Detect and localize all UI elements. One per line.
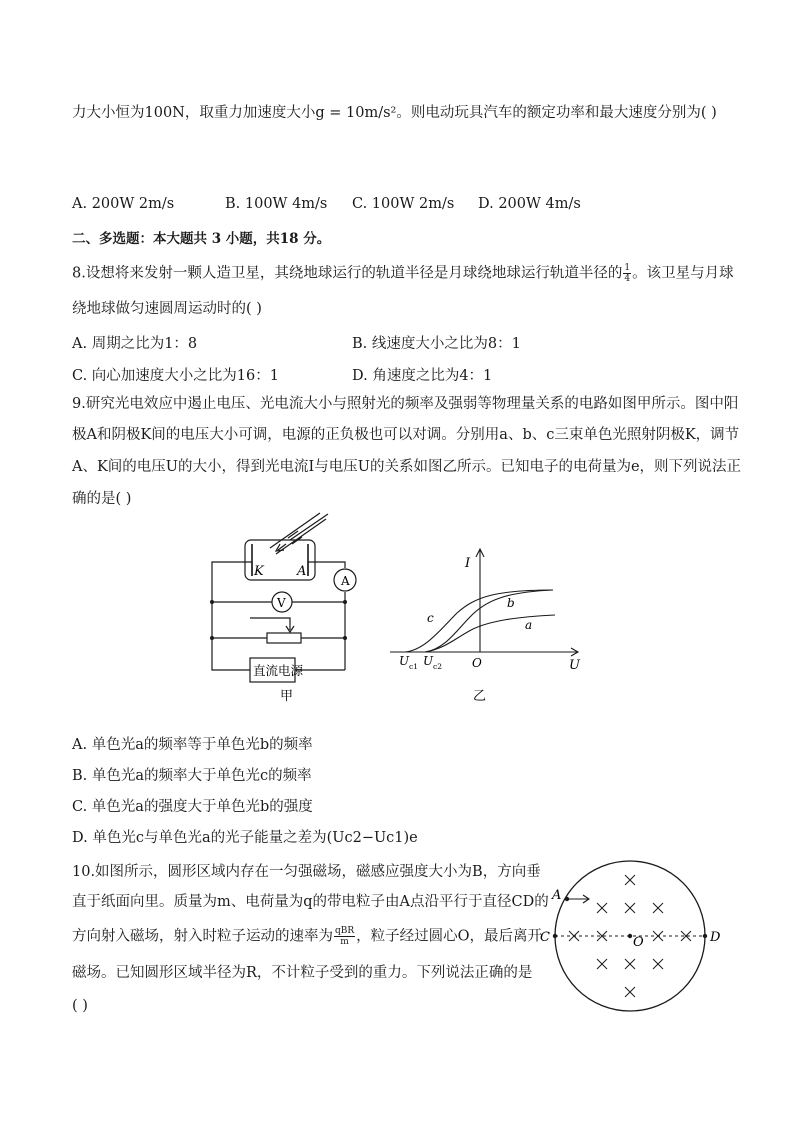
q8-fraction: $\frac{1}{4}$ (624, 263, 631, 284)
q8-option-c[interactable]: C. 向心加速度大小之比为16：1 (72, 368, 279, 384)
axis-label-u: U (569, 658, 580, 673)
magnetic-field-figure (536, 853, 726, 1023)
q9-option-b[interactable]: B. 单色光a的频率大于单色光c的频率 (72, 768, 312, 784)
q9-stem-line-1: 9.研究光电效应中遏止电压、光电流大小与照射光的频率及强弱等物理量关系的电路如图甲所示。图中阳 (72, 396, 739, 412)
q10-stem-post: ，粒子经过圆心O，最后离开 (356, 928, 543, 945)
q8-stem-pre: 8.设想将来发射一颗人造卫星，其绕地球运行的轨道半径是月球绕地球运行轨道半径的 (72, 265, 623, 282)
q7-stem-line: 力大小恒为100N，取重力加速度大小g = 10m/s²。则电动玩具汽车的额定功率和最大速度分别为( ) (72, 105, 717, 121)
q10-stem-line-2: 直于纸面向里。质量为m、电荷量为q的带电粒子由A点沿平行于直径CD的 (72, 894, 549, 910)
q10-stem-line-1: 10.如图所示，圆形区域内存在一匀强磁场，磁感应强度大小为B，方向垂 (72, 864, 541, 880)
q7-option-b[interactable]: B. 100W 4m/s (225, 196, 328, 212)
point-a-label: A (552, 888, 562, 903)
origin-label: O (472, 656, 482, 670)
circuit-diagram (200, 510, 370, 705)
uc2-subscript: c2 (433, 662, 442, 671)
q10-stem-line-4: 磁场。已知圆形区域半径为R，不计粒子受到的重力。下列说法正确的是 (72, 965, 533, 981)
q7-option-c[interactable]: C. 100W 2m/s (352, 196, 455, 212)
label-A: A (297, 564, 307, 579)
curve-label-a: a (525, 618, 533, 632)
caption-jia: 甲 (280, 689, 294, 704)
q10-stem-line-3 (72, 926, 542, 947)
curve-label-c: c (427, 611, 434, 625)
curve-b (425, 590, 553, 652)
point-d-label: D (710, 930, 721, 945)
q10-stem-line-5: ( ) (72, 998, 88, 1014)
center-o-label: O (633, 935, 644, 950)
q9-stem-line-3: A、K间的电压U的大小，得到光电流I与电压U的关系如图乙所示。已知电子的电荷量为e，则下列说法正 (72, 459, 742, 475)
voltmeter-label: V (277, 596, 286, 610)
q7-option-a[interactable]: A. 200W 2m/s (72, 196, 175, 212)
section-heading: 二、多选题：本大题共 3 小题，共18 分。 (72, 231, 331, 247)
q8-option-b[interactable]: B. 线速度大小之比为8：1 (352, 336, 521, 352)
q9-stem-line-4: 确的是( ) (72, 491, 132, 507)
q9-stem-line-2: 极A和阴极K间的电压大小可调，电源的正负极也可以对调。分别用a、b、c三束单色光照射阴极K，调节 (72, 427, 740, 443)
q8-stem-line-2: 绕地球做匀速圆周运动时的( ) (72, 301, 262, 317)
q9-option-d[interactable]: D. 单色光c与单色光a的光子能量之差为(Uc2−Uc1)e (72, 830, 418, 846)
q8-stem-line-1 (72, 263, 734, 284)
power-label: 直流电源 (253, 663, 304, 678)
q10-fraction: $\frac{\text{qBR}}{m}$ (335, 926, 355, 947)
axis-label-i: I (465, 556, 471, 571)
q8-option-d[interactable]: D. 角速度之比为4：1 (352, 368, 493, 384)
rheostat (267, 633, 301, 643)
q9-option-a[interactable]: A. 单色光a的频率等于单色光b的频率 (72, 737, 313, 753)
uc2-label: U (423, 654, 434, 668)
q8-option-a[interactable]: A. 周期之比为1：8 (72, 336, 198, 352)
curve-a (425, 615, 555, 652)
caption-yi: 乙 (473, 689, 487, 704)
point-c-label: C (540, 930, 550, 945)
q9-option-c[interactable]: C. 单色光a的强度大于单色光b的强度 (72, 799, 313, 815)
q10-stem-pre: 方向射入磁场，射入时粒子运动的速率为 (72, 928, 333, 945)
ammeter-label: A (341, 574, 350, 588)
curve-label-b: b (507, 596, 515, 610)
iu-graph (385, 545, 590, 705)
label-K: K (254, 564, 264, 579)
uc1-subscript: c1 (409, 662, 418, 671)
q8-stem-post: 。该卫星与月球 (632, 265, 734, 282)
q7-option-d[interactable]: D. 200W 4m/s (478, 196, 581, 212)
uc1-label: U (399, 654, 410, 668)
